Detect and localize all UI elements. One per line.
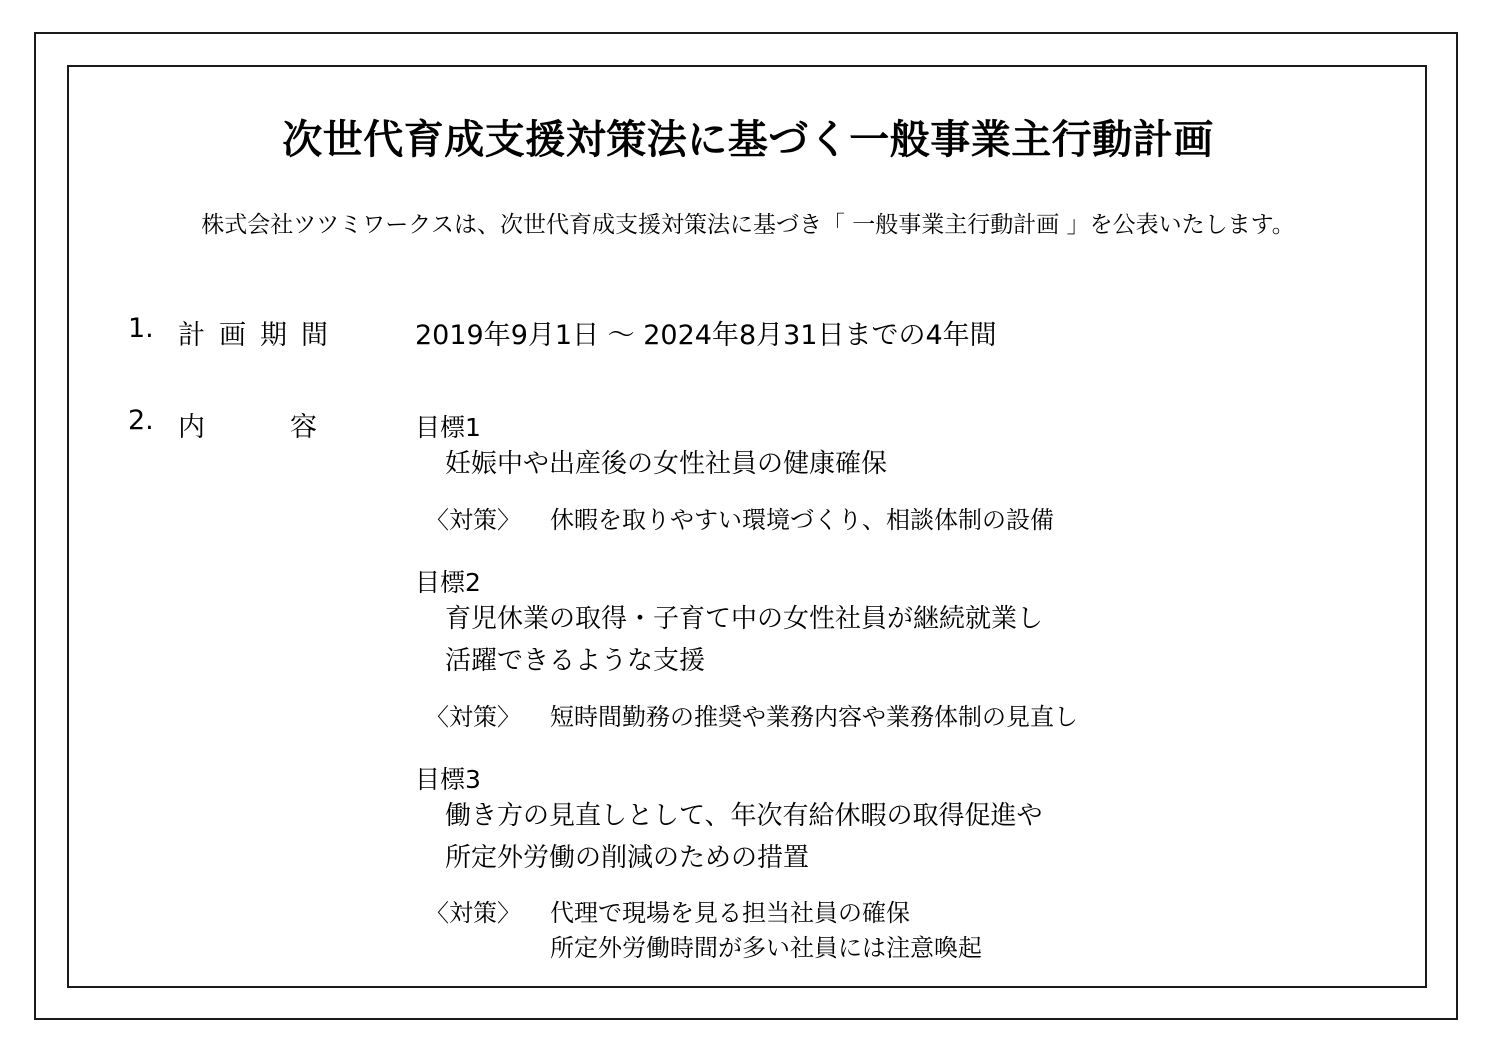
section-2-number: 2. — [128, 405, 154, 436]
goal-3-text-line-2: 所定外労働の削減のための措置 — [445, 843, 810, 873]
goal-1-measure-tag: 〈対策〉 — [425, 506, 521, 534]
goal-3-text-line-1: 働き方の見直しとして、年次有給休暇の取得促進や — [445, 801, 1043, 831]
goal-2-measure-line-1: 短時間勤務の推奨や業務内容や業務体制の見直し — [550, 703, 1078, 731]
goal-3-label: 目標3 — [415, 765, 481, 794]
section-2-label-right: 容 — [290, 412, 331, 443]
goal-1-text-line-1: 妊娠中や出産後の女性社員の健康確保 — [445, 449, 888, 479]
goal-2-text-line-2: 活躍できるような支援 — [445, 646, 706, 676]
goal-2-label: 目標2 — [415, 568, 481, 597]
intro-statement: 株式会社ツツミワークスは、次世代育成支援対策法に基づき「 一般事業主行動計画 」を公表いたします。 — [201, 212, 1295, 238]
section-1-number: 1. — [128, 313, 154, 344]
section-1-label: 計画期間 — [178, 320, 342, 351]
goal-1-measure-line-1: 休暇を取りやすい環境づくり、相談体制の設備 — [550, 506, 1054, 534]
goal-3-measure-line-1: 代理で現場を見る担当社員の確保 — [550, 899, 910, 927]
goal-1-label: 目標1 — [415, 413, 481, 442]
section-2-label-left: 内 — [178, 412, 219, 443]
plan-period-value: 2019年9月1日 ～ 2024年8月31日までの4年間 — [415, 320, 997, 351]
goal-2-measure-tag: 〈対策〉 — [425, 703, 521, 731]
goal-3-measure-line-2: 所定外労働時間が多い社員には注意喚起 — [550, 934, 982, 962]
goal-2-text-line-1: 育児休業の取得・子育て中の女性社員が継続就業し — [445, 604, 1044, 634]
goal-3-measure-tag: 〈対策〉 — [425, 899, 521, 927]
document-title: 次世代育成支援対策法に基づく一般事業主行動計画 — [282, 117, 1214, 163]
